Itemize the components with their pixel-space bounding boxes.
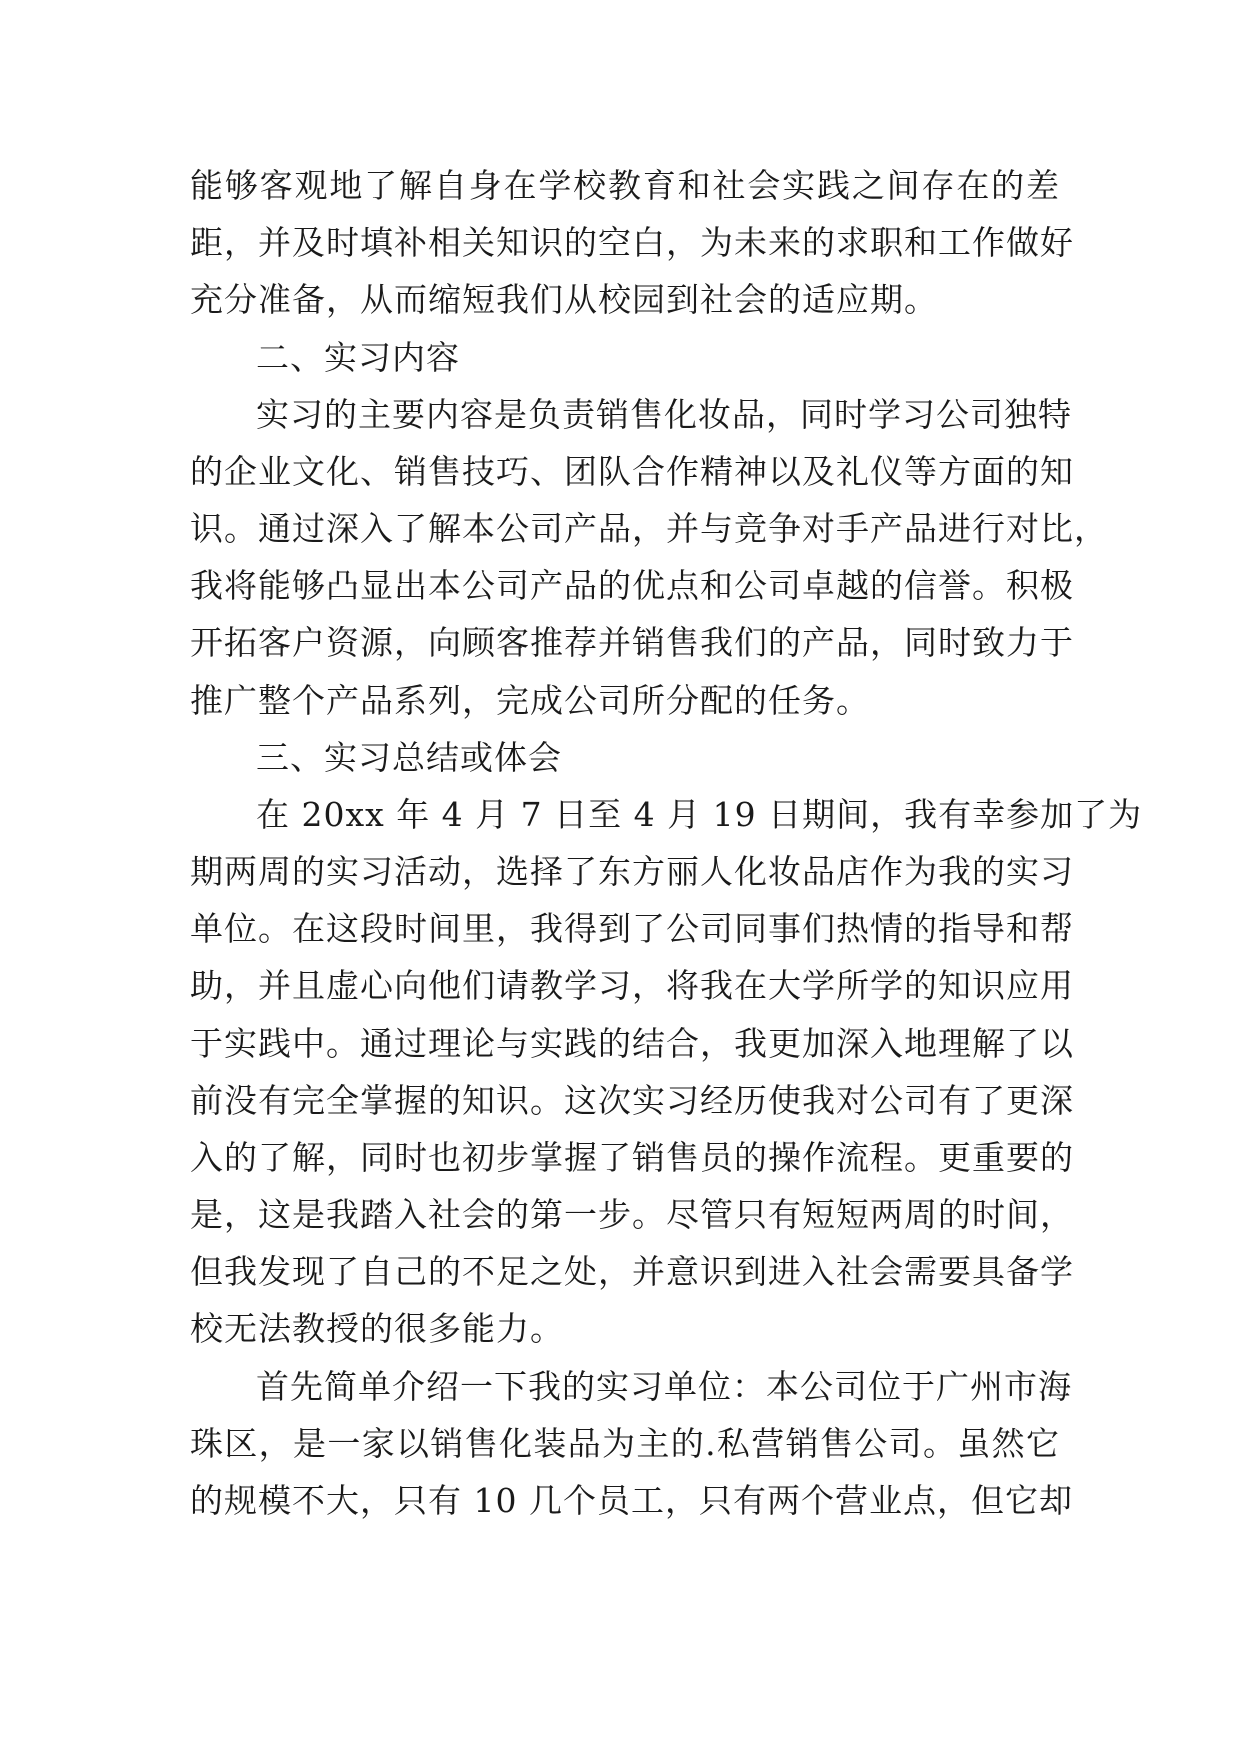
text-line: 于实践中。通过理论与实践的结合，我更加深入地理解了以 (190, 1024, 1074, 1063)
text-line: 但我发现了自己的不足之处，并意识到进入社会需要具备学 (190, 1252, 1074, 1291)
text-line: 期两周的实习活动，选择了东方丽人化妆品店作为我的实习 (190, 852, 1074, 891)
text-line: 入的了解，同时也初步掌握了销售员的操作流程。更重要的 (190, 1138, 1074, 1177)
text-line: 校无法教授的很多能力。 (190, 1309, 564, 1348)
text-line: 珠区，是一家以销售化装品为主的.私营销售公司。虽然它 (190, 1424, 1060, 1463)
text-line: 能够客观地了解自身在学校教育和社会实践之间存在的差 (190, 166, 1060, 205)
text-line: 我将能够凸显出本公司产品的优点和公司卓越的信誉。积极 (190, 566, 1074, 605)
text-line: 充分准备，从而缩短我们从校园到社会的适应期。 (190, 280, 938, 319)
text-line: 首先简单介绍一下我的实习单位：本公司位于广州市海 (256, 1367, 1072, 1406)
section-heading: 三、实习总结或体会 (256, 738, 562, 777)
text-line: 单位。在这段时间里，我得到了公司同事们热情的指导和帮 (190, 909, 1074, 948)
text-line: 距，并及时填补相关知识的空白，为未来的求职和工作做好 (190, 223, 1074, 262)
text-line: 开拓客户资源，向顾客推荐并销售我们的产品，同时致力于 (190, 623, 1074, 662)
section-heading: 二、实习内容 (256, 338, 460, 377)
text-line: 的企业文化、销售技巧、团队合作精神以及礼仪等方面的知 (190, 452, 1074, 491)
text-line: 是，这是我踏入社会的第一步。尽管只有短短两周的时间， (190, 1195, 1074, 1234)
text-line: 的规模不大，只有 10 几个员工，只有两个营业点，但它却 (190, 1481, 1073, 1520)
text-line: 前没有完全掌握的知识。这次实习经历使我对公司有了更深 (190, 1081, 1074, 1120)
text-line: 助，并且虚心向他们请教学习，将我在大学所学的知识应用 (190, 966, 1074, 1005)
text-line: 推广整个产品系列，完成公司所分配的任务。 (190, 681, 870, 720)
text-line: 识。通过深入了解本公司产品，并与竞争对手产品进行对比， (190, 509, 1108, 548)
text-line: 实习的主要内容是负责销售化妆品，同时学习公司独特 (256, 395, 1072, 434)
text-line: 在 20xx 年 4 月 7 日至 4 月 19 日期间，我有幸参加了为 (256, 795, 1143, 834)
